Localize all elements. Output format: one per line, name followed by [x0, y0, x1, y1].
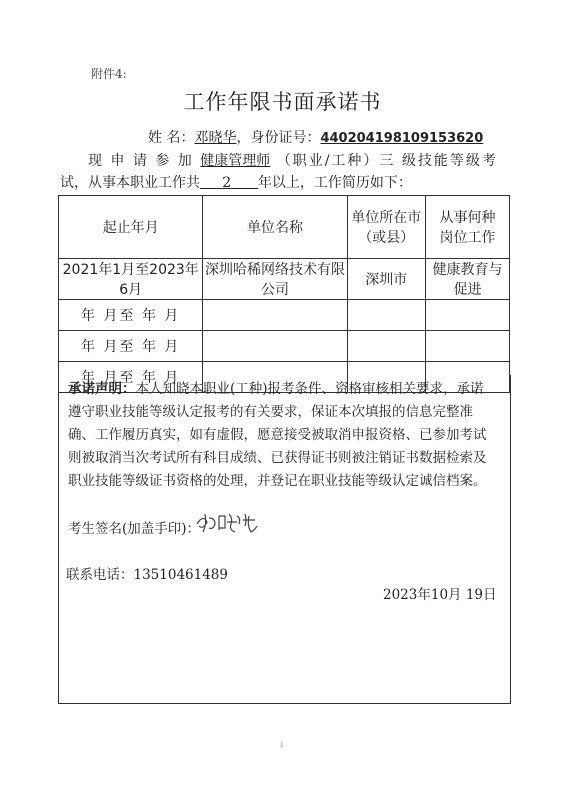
row-position — [425, 300, 509, 331]
work-history-table — [58, 195, 510, 393]
row-city — [347, 300, 425, 331]
row-company — [203, 331, 347, 362]
row-position: 健康教育与促进 — [425, 259, 509, 300]
header-company: 单位名称 — [203, 196, 347, 259]
years-value: 2 — [222, 175, 232, 191]
phone-line — [66, 563, 228, 583]
signature-label: 考生签名(加盖手印)： — [68, 521, 201, 537]
handwritten-signature — [193, 508, 263, 540]
name-label: 姓 名： — [148, 130, 195, 146]
declaration-label: 承诺声明： — [68, 381, 136, 397]
table-row — [59, 259, 510, 300]
page-number: 1 — [280, 742, 284, 749]
row-position — [425, 331, 509, 362]
application-suffix: （职业/工种）三 级技能等级考 — [276, 153, 498, 169]
row-city — [347, 331, 425, 362]
id-label: ，身份证号： — [236, 130, 321, 146]
sign-date: 2023年10月 19日 — [383, 587, 497, 603]
row-city: 深圳市 — [347, 259, 425, 300]
phone-label: 联系电话： — [66, 567, 134, 583]
application-line — [88, 150, 498, 170]
years-suffix: 年以上，工作简历如下： — [257, 175, 412, 191]
header-position: 从事何种 岗位工作 — [425, 196, 509, 259]
declaration-body: 本人知晓本职业(工种)报考条件、资格审核相关要求，承诺遵守职业技能等级认定报考的有关要求，保证本次填报的信息完整准确、工作履历真实，如有虚假，愿意接受被取消申报资格、已参加考试则被取消当次考试所有科目成绩、已获得证书则被注销证书数据检索及职业技能等级证书资格的处理，并登记在职业技能等级认定诚信档案。 — [68, 381, 487, 489]
row-period: 年 月至 年 月 — [59, 362, 203, 393]
id-value: 440204198109153620 — [320, 131, 484, 146]
table-row — [59, 300, 510, 331]
row-period: 2021年1月至2023年6月 — [59, 259, 203, 300]
annex-label: 附件4: — [91, 67, 127, 81]
name-value: 邓晓华 — [194, 130, 237, 146]
years-prefix: 试，从事本职业工作共 — [60, 175, 200, 191]
phone-value: 13510461489 — [133, 567, 228, 583]
row-period: 年 月至 年 月 — [59, 300, 203, 331]
document-title: 工作年限书面承诺书 — [183, 90, 382, 114]
occupation-value: 健康管理师 — [200, 153, 271, 169]
table-header-row — [59, 196, 510, 259]
row-company — [203, 300, 347, 331]
header-city: 单位所在市 （或县） — [347, 196, 425, 259]
row-company: 深圳哈稀网络技术有限公司 — [203, 259, 347, 300]
name-id-line — [148, 127, 483, 147]
application-prefix: 现 申 请 参 加 — [88, 153, 194, 169]
row-period: 年 月至 年 月 — [59, 331, 203, 362]
table-row — [59, 331, 510, 362]
declaration-text — [68, 378, 496, 493]
header-period: 起止年月 — [59, 196, 203, 259]
years-line — [60, 172, 412, 192]
